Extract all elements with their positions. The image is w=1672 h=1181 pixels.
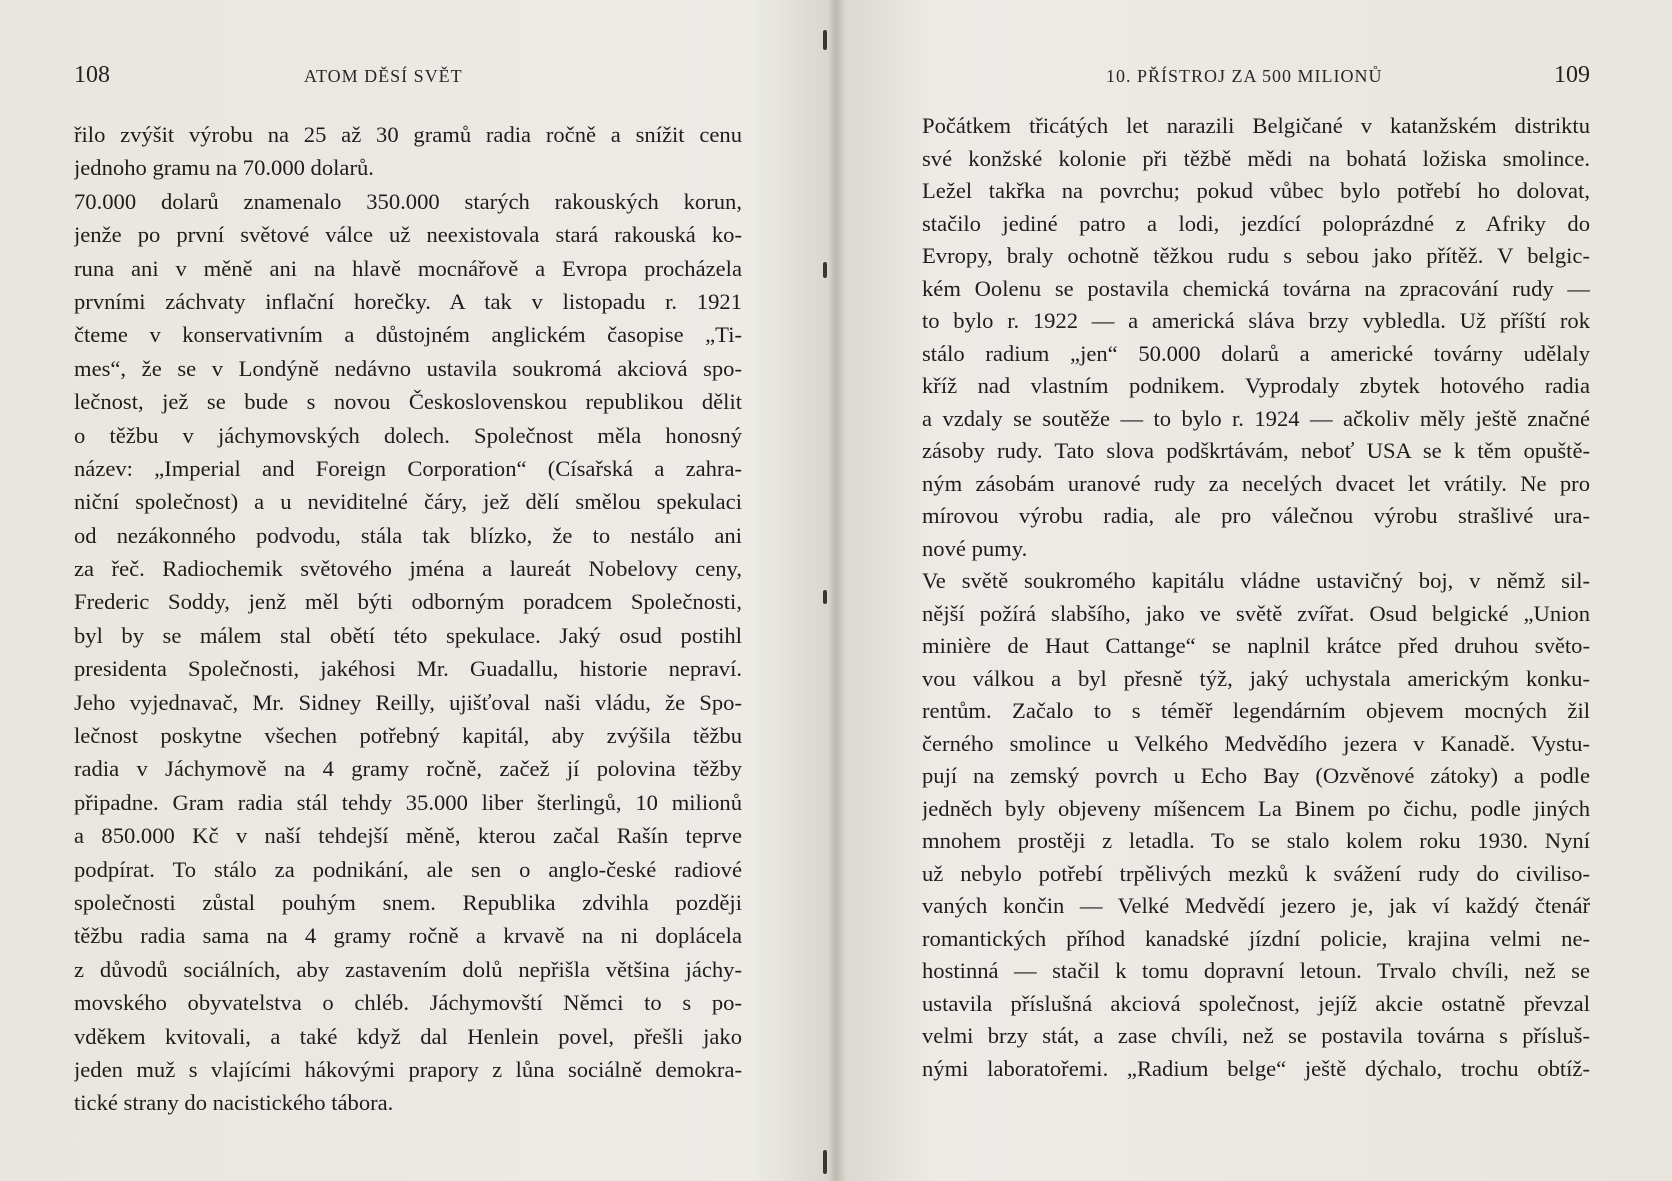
text-line: řilo zvýšit výrobu na 25 až 30 gramů radia ročně a snížit cenu [74,122,742,147]
text-line: niční společnost) a u neviditelné čáry, jež dělí smělou spekulaci [74,489,742,515]
text-line: Ve světě soukromého kapitálu vládne ustavičný boj, v němž sil- [922,568,1590,593]
text-line: movského obyvatelstva o chléb. Jáchymovští Němci to s po- [74,990,742,1016]
text-line: byl by se málem stal obětí této spekulace. Jaký osud postihl [74,622,742,648]
text-line: pují na zemský povrch u Echo Bay (Ozvěnové zátoky) a podle [922,763,1590,788]
text-line: to bylo r. 1922 — a americká sláva brzy vybledla. Už příští rok [922,308,1590,333]
text-line: vděkem kvitovali, a také když dal Henlein povel, přešli jako [74,1023,742,1049]
text-line: jedněch byly objeveny míšencem La Binem po čichu, podle jiných [922,795,1590,821]
text-line: 70.000 dolarů znamenalo 350.000 starých rakouských korun, [74,188,742,214]
text-line: stačilo jediné patro a lodi, jezdící poloprázdné z Afriky do [922,210,1590,236]
text-line: mírovou výrobu radia, ale pro válečnou výrobu strašlivé ura- [922,503,1590,528]
text-line: mnohem prostěji z letadla. To se stalo kolem roku 1930. Nyní [922,828,1590,853]
right-page [828,0,1672,1181]
text-line: ným zásobám uranové rudy za necelých dvacet let vrátily. Ne pro [922,470,1590,496]
text-line: z důvodů sociálních, aby zastavením dolů nepřišla většina jáchy- [74,956,742,982]
text-line: zásoby rudy. Tato slova podškrtávám, neboť USA se k těm opuště- [922,438,1590,463]
text-line: ustavila příslušná akciová společnost, jejíž akcie ostatně převzal [922,990,1590,1016]
body-text [922,110,1590,1085]
left-page [0,0,826,1181]
text-line: podpírat. To stálo za podnikání, ale sen o anglo-české radiové [74,856,742,882]
text-line: nové pumy. [922,535,1028,561]
text-line: vou válkou a byl přesně týž, jaký uchystala americkým konku- [922,665,1590,691]
text-line: lečnost, jež se bude s novou Československou republikou dělit [74,389,742,415]
text-line: Evropy, braly ochotně těžkou rudu s sebou jako přítěž. V belgic- [922,243,1590,268]
text-line: stálo radium „jen“ 50.000 dolarů a americké továrny udělaly [922,340,1590,366]
text-line: jenže po první světové válce už neexistovala stará rakouská ko- [74,222,742,248]
text-line: hostinná — stačil k tomu dopravní letoun. Trvalo chvíli, než se [922,958,1590,983]
text-line: připadne. Gram radia stál tehdy 35.000 liber šterlingů, 10 milionů [74,789,742,815]
text-line: název: „Imperial and Foreign Corporation“ (Císařská a zahra- [74,455,742,481]
text-line: od nezákonného podvodu, stála tak blízko, že to nestálo ani [74,522,742,548]
body-text [74,118,742,1120]
text-line: presidenta Společnosti, jakéhosi Mr. Guadallu, historie nepraví. [74,656,742,682]
page-number: 108 [74,62,110,88]
text-line: Frederic Soddy, jenž měl býti odborným poradcem Společnosti, [74,589,742,615]
text-line: rentům. Začalo to s téměř legendárním objevem mocných žil [922,698,1590,723]
text-line: za řeč. Radiochemik světového jména a laureát Nobelovy ceny, [74,556,742,582]
text-line: jeden muž s vlajícími hákovými prapory z lůna sociálně demokra- [74,1056,742,1082]
text-line: kém Oolenu se postavila chemická továrna na zpracování rudy — [922,275,1590,301]
text-line: už nebylo potřebí trpělivých mezků k svážení rudy do civiliso- [922,860,1590,886]
text-line: a 850.000 Kč v naší tehdejší měně, kterou začal Rašín teprve [74,823,742,849]
text-line: minière de Haut Cattange“ se naplnil krátce před druhou světo- [922,633,1590,658]
text-line: Jeho vyjednavač, Mr. Sidney Reilly, ujišťoval naši vládu, že Spo- [74,689,742,715]
running-head: ATOM DĚSÍ SVĚT [304,66,463,86]
text-line: nější požírá slabšího, jako ve světě zvířat. Osud belgické „Union [922,600,1590,626]
text-line: Ležel takřka na povrchu; pokud vůbec bylo potřebí ho dolovat, [922,178,1590,203]
text-line: tické strany do nacistického tábora. [74,1090,394,1116]
text-line: čteme v konservativním a důstojném anglickém časopise „Ti- [74,322,742,348]
text-line: těžbu radia sama na 4 gramy ročně a krvavě na ni doplácela [74,923,742,949]
text-line: černého smolince u Velkého Medvědího jezera v Kanadě. Vystu- [922,730,1590,756]
text-line: nými laboratořemi. „Radium belge“ ještě dýchalo, trochu obtíž- [922,1055,1590,1081]
text-line: lečnost poskytne všechen potřebný kapitál, aby zvýšila těžbu [74,723,742,749]
text-line: a vzdaly se soutěže — to bylo r. 1924 — ačkoliv měly ještě značné [922,405,1590,431]
text-line: své konžské kolonie při těžbě mědi na bohatá ložiska smolince. [922,145,1590,171]
text-line: jednoho gramu na 70.000 dolarů. [74,155,374,181]
text-line: společnosti zůstal pouhým snem. Republika zdvihla později [74,889,742,915]
text-line: romantických příhod kanadské jízdní policie, krajina velmi ne- [922,925,1590,951]
running-head: 10. PŘÍSTROJ ZA 500 MILIONŮ [1106,66,1383,86]
text-line: Počátkem třicátých let narazili Belgičané v katanžském distriktu [922,113,1590,138]
text-line: prvními záchvaty inflační horečky. A tak v listopadu r. 1921 [74,288,742,314]
text-line: velmi brzy stát, a zase chvíli, než se postavila továrna s přísluš- [922,1023,1590,1048]
text-line: mes“, že se v Londýně nedávno ustavila soukromá akciová spo- [74,355,742,381]
page-number: 109 [1554,62,1590,88]
text-line: radia v Jáchymově na 4 gramy ročně, začež jí polovina těžby [74,756,742,782]
text-line: o těžbu v jáchymovských dolech. Společnost měla honosný [74,422,742,448]
text-line: runa ani v měně ani na hlavě mocnářově a Evropa procházela [74,255,742,281]
text-line: kříž nad vlastním podnikem. Vyprodaly zbytek hotového radia [922,373,1590,398]
text-line: vaných končin — Velké Medvědí jezero je, jak ví každý čtenář [922,893,1590,918]
